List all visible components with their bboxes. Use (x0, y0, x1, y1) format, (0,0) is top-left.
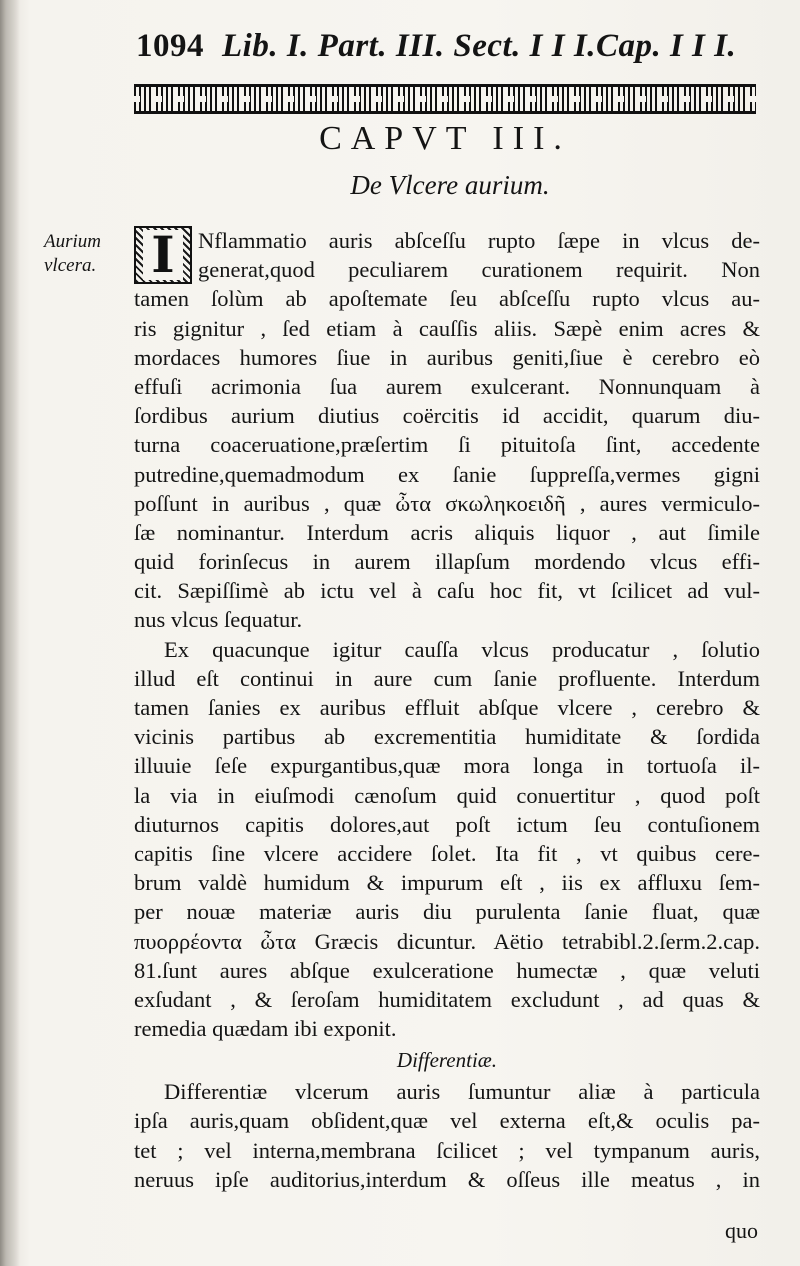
paragraph-2 (134, 635, 760, 1044)
text-line: effuſi acrimonia ſua aurem exulcerant. Nonnunquam à (134, 373, 760, 399)
chapter-subtitle: De Vlcere aurium. (350, 170, 550, 200)
text-line: illud eſt continui in aure cum ſanie profluente. Interdum (134, 665, 760, 691)
text-line: remedia quædam ibi exponit. (134, 1016, 397, 1042)
marginal-note-line: Aurium (44, 231, 101, 252)
text-line: ipſa auris,quam obſident,quæ vel externa eſt,& oculis pa- (134, 1108, 760, 1134)
text-line: ſordibus aurium diutius coërcitis id accidit, quarum diu- (134, 403, 760, 429)
text-line: brum valdè humidum & impurum eſt , iis ex affluxu ſem- (134, 870, 760, 896)
body-text (134, 226, 760, 1194)
marginal-note (44, 230, 134, 278)
text-line: poſſunt in auribus , quæ ὦτα σκωληκοειδῆ , aures vermiculo- (134, 490, 760, 516)
text-line: tet ; vel interna,membrana ſcilicet ; vel tympanum auris, (134, 1137, 760, 1163)
running-header (136, 28, 756, 65)
page-number: 1094 (136, 28, 204, 64)
text-line: exſudant , & ſeroſam humiditatem excludunt , ad quas & (134, 986, 760, 1012)
text-line: ris gignitur , ſed etiam à cauſſis aliis. Sæpè enim acres & (134, 315, 760, 341)
text-line: turna coaceruatione,præſertim ſi pituitoſa ſint, accedente (134, 432, 760, 458)
marginal-note-line: vlcera. (44, 255, 97, 276)
text-line: generat,quod peculiarem curationem requirit. Non (198, 257, 760, 283)
text-line: la via in eiuſmodi cænoſum quid conuertitur , quod poſt (134, 782, 760, 808)
text-line: putredine,quemadmodum ex ſanie ſuppreſſa,vermes gigni (134, 461, 760, 487)
initial-letter: I (143, 230, 182, 280)
catchword: quo (725, 1218, 758, 1243)
running-head-text: Lib. I. Part. III. Sect. I I I.Cap. I I I. (222, 28, 737, 64)
text-line: nus vlcus ſequatur. (134, 607, 303, 633)
text-line: tamen ſanies ex auribus effluit abſque vlcere , cerebro & (134, 695, 760, 720)
paragraph-1 (134, 226, 760, 635)
text-line: Differentiæ vlcerum auris ſumuntur aliæ à particula (164, 1079, 760, 1105)
chapter-title: CAPVT III. (319, 120, 571, 157)
paragraph-3 (134, 1077, 760, 1194)
text-line: tamen ſolùm ab apoſtemate ſeu abſceſſu rupto vlcus au- (134, 286, 760, 312)
text-line: vicinis partibus ab excrementitia humiditate & ſordida (134, 724, 760, 750)
text-line: neruus ipſe auditorius,interdum & oſſeus ille meatus , in (134, 1166, 760, 1192)
text-line: diuturnos capitis dolores,aut poſt ictum ſeu contuſionem (134, 811, 760, 837)
text-line: 81.ſunt aures abſque exulceratione humectæ , quæ veluti (134, 957, 760, 983)
section-heading: Differentiæ. (396, 1048, 498, 1073)
ornamental-band (134, 84, 756, 114)
text-line: ſæ nominantur. Interdum acris aliquis liquor , aut ſimile (134, 519, 760, 545)
text-line: cit. Sæpiſſimè ab ictu vel à caſu hoc fit, vt ſcilicet ad vul- (134, 578, 760, 604)
text-line: illuuie ſeſe expurgantibus,quæ mora longa in tortuoſa il- (134, 753, 760, 779)
text-line: quid forinſecus in aurem illapſum mordendo vlcus effi- (134, 549, 760, 575)
text-line: capitis ſine vlcere accidere ſolet. Ita fit , vt quibus cere- (134, 840, 760, 866)
text-line: πυορρέοντα ὦτα Græcis dicuntur. Aëtio tetrabibl.2.ſerm.2.cap. (134, 928, 760, 954)
text-line: per nouæ materiæ auris diu purulenta ſanie fluat, quæ (134, 899, 760, 925)
text-line: Ex quacunque igitur cauſſa vlcus producatur , ſolutio (164, 636, 760, 662)
text-line: Nflammatio auris abſceſſu rupto ſæpe in vlcus de- (198, 228, 760, 253)
text-line: mordaces humores ſiue in auribus geniti,ſiue è cerebro eò (134, 344, 760, 370)
